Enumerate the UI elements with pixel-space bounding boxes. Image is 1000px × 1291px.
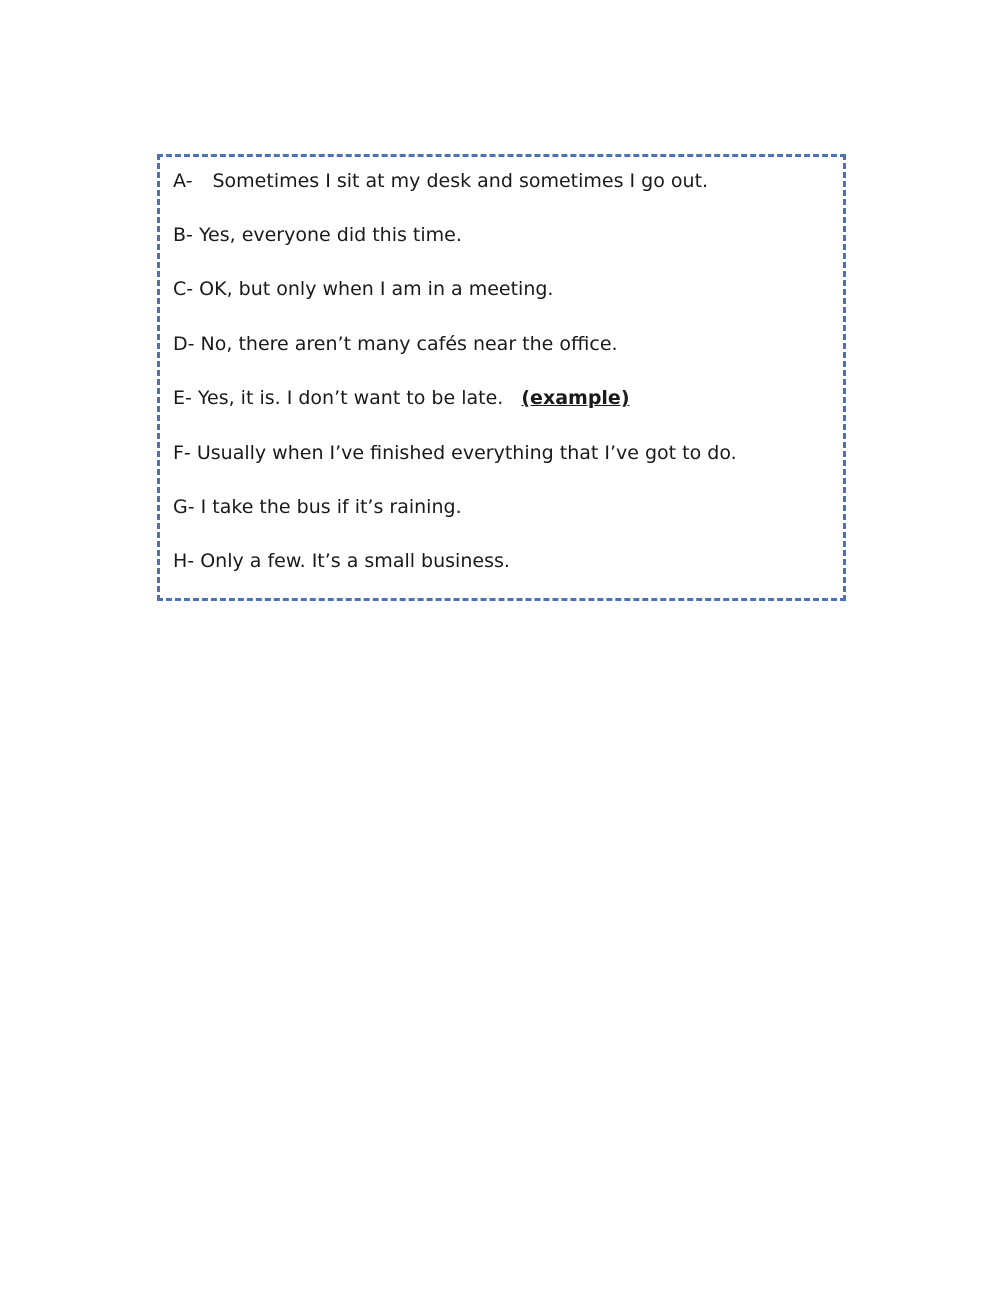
answer-letter: A- [173,170,193,192]
answer-text: Sometimes I sit at my desk and sometimes I go out. [212,170,709,192]
answer-letter: D- [173,333,195,355]
answer-letter: F- [173,442,191,464]
answer-text: Usually when I’ve finished everything that I’ve got to do. [196,442,737,464]
answer-option-c [173,277,553,301]
answer-option-h [173,549,510,573]
answer-letter: H- [173,550,195,572]
answer-options-box [157,154,846,601]
answer-text: Yes, it is. I don’t want to be late. [197,387,504,409]
answer-letter: G- [173,496,195,518]
example-tag: (example) [521,387,630,409]
answer-option-e [173,386,630,410]
answer-option-a [173,169,708,193]
answer-text: I take the bus if it’s raining. [200,496,462,518]
answer-text: Yes, everyone did this time. [198,224,462,246]
answer-option-f [173,441,737,465]
answer-text: Only a few. It’s a small business. [200,550,510,572]
answer-option-d [173,332,618,356]
answer-option-g [173,495,462,519]
answer-letter: E- [173,387,192,409]
answer-text: No, there aren’t many cafés near the office. [200,333,618,355]
answer-letter: B- [173,224,193,246]
answer-letter: C- [173,278,194,300]
answer-option-b [173,223,462,247]
answer-text: OK, but only when I am in a meeting. [199,278,554,300]
